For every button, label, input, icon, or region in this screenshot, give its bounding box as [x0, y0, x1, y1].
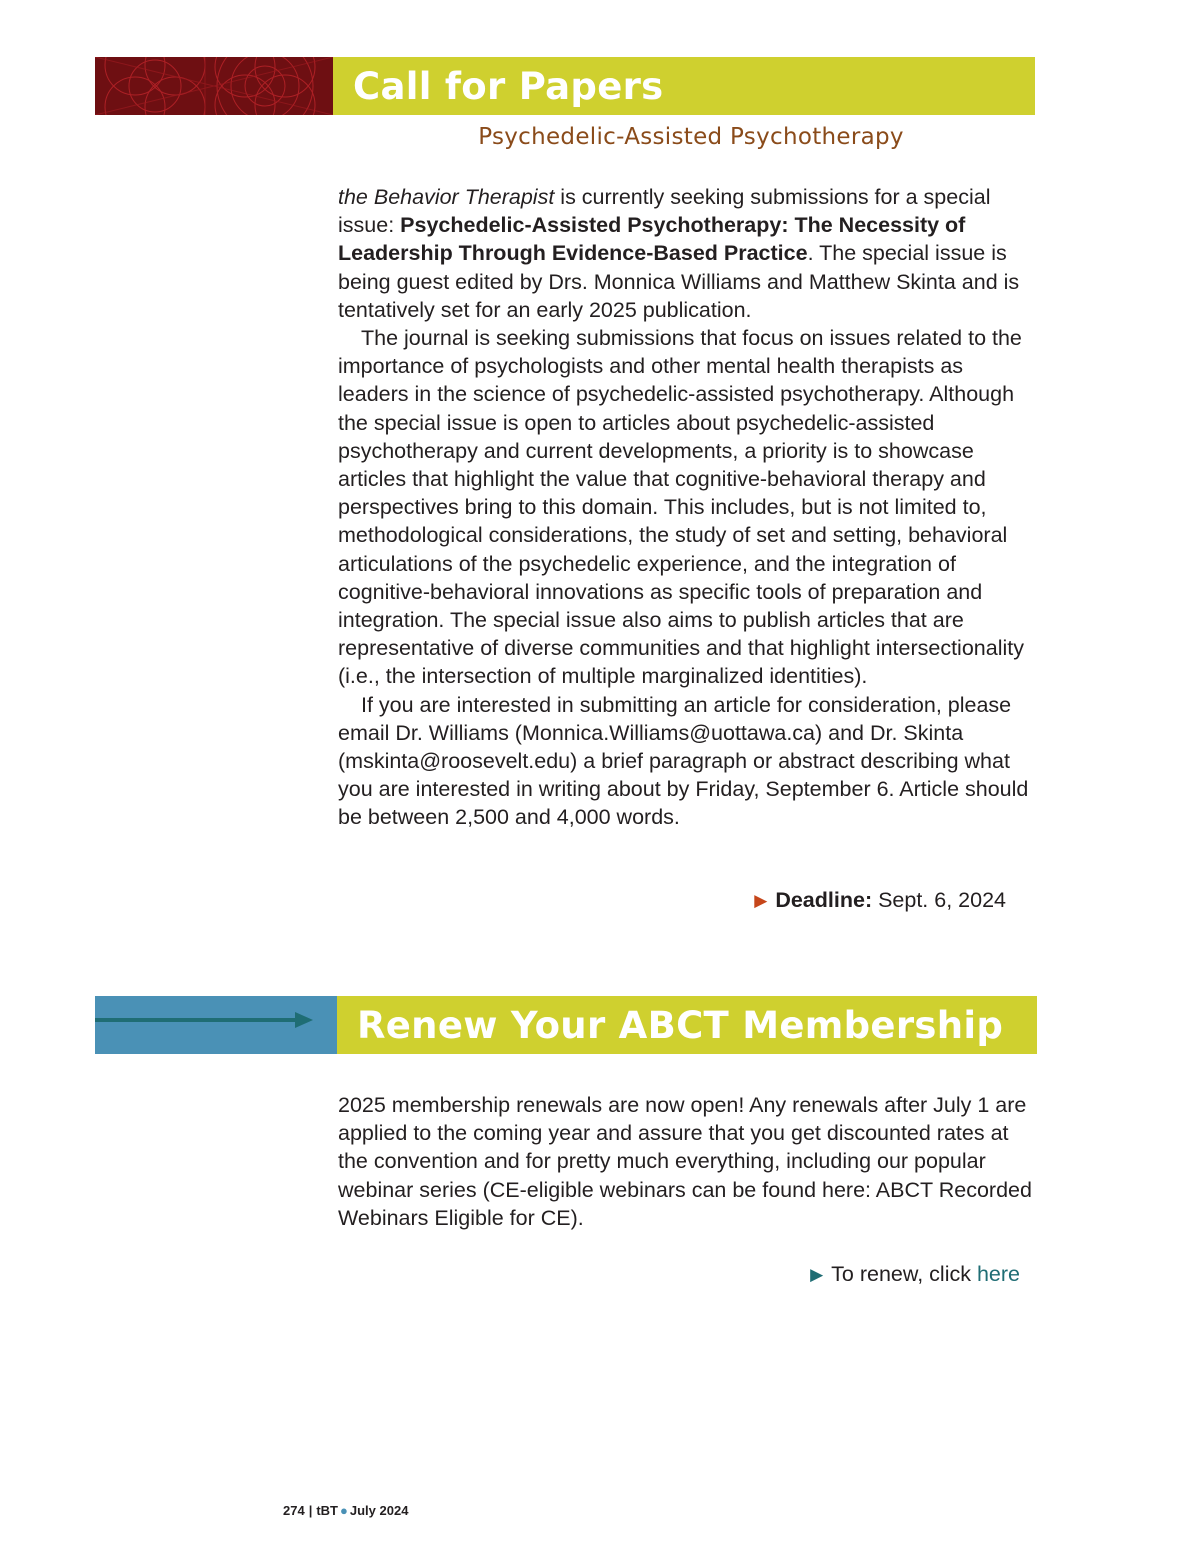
deadline-value: Sept. 6, 2024: [872, 888, 1006, 912]
footer-separator: |: [308, 1503, 313, 1518]
banner-title: Call for Papers: [353, 64, 664, 108]
banner-title-bar: [337, 996, 1037, 1054]
footer-journal: tBT: [316, 1503, 339, 1518]
banner-title-bar: [333, 57, 1035, 115]
intro-rest: . The special issue is being guest edited by Drs. Monnica Williams and Matthew Skinta and is tentatively set for an early 2025 publication.: [338, 241, 1020, 322]
renew-membership-banner: [95, 996, 1037, 1054]
renew-paragraph: 2025 membership renewals are now open! Any renewals after July 1 are applied to the coming year and assure that you get discounted rates at the convention and for pretty much everything, including our popular webinar series (CE-eligible webinars can be found here: ABCT Recorded Webinars Eligible for CE).: [338, 1093, 1032, 1230]
renew-cta-text: To renew, click: [831, 1262, 977, 1286]
banner-arrow-panel: [95, 996, 337, 1054]
red-geometric-pattern-icon: [95, 57, 333, 115]
page-footer: [283, 1503, 408, 1518]
triangle-arrow-icon: ▶: [810, 1265, 824, 1284]
intro-lead: is currently seeking submissions for a special issue:: [338, 185, 991, 238]
decorative-pattern: [95, 57, 333, 115]
call-for-papers-body: [338, 183, 1038, 832]
long-arrow-icon: [95, 996, 337, 1054]
paragraph-submission: If you are interested in submitting an article for consideration, please email Dr. Williams (Monnica.Williams@uottawa.ca) and Dr. Skinta (mskinta@roosevelt.edu) a brief paragraph or abstract describing what you are interested in writing about by Friday, September 6. Article should be between 2,500 and 4,000 words.: [338, 692, 1029, 830]
page-number: 274: [283, 1503, 305, 1518]
banner-title: Renew Your ABCT Membership: [357, 1003, 1004, 1047]
paragraph-intro: [338, 183, 1038, 324]
footer-issue: July 2024: [349, 1503, 409, 1518]
deadline-callout: [754, 886, 1006, 915]
call-for-papers-banner: [95, 57, 1035, 115]
issue-title: Psychedelic-Assisted Psychotherapy: The Necessity of Leadership Through Evidence-Based Practice: [338, 213, 966, 266]
paragraph-scope: The journal is seeking submissions that focus on issues related to the importance of psychologists and other mental health therapists as leaders in the science of psychedelic-assisted psychotherapy. Although the special issue is open to articles about psychedelic-assisted psychotherapy and current developments, a priority is to showcase articles that highlight the value that cognitive-behavioral therapy and perspectives bring to this domain. This includes, but is not limited to, methodological considerations, the study of set and setting, behavioral articulations of the psychedelic experience, and the integration of cognitive-behavioral innovations as specific tools of preparation and integration. The special issue also aims to publish articles that are representative of diverse communities and that highlight intersectionality (i.e., the intersection of multiple marginalized identities).: [338, 326, 1024, 689]
renew-body: [338, 1091, 1038, 1232]
triangle-arrow-icon: ▶: [754, 891, 768, 910]
deadline-label: Deadline:: [775, 888, 873, 912]
bullet-dot-icon: ●: [340, 1503, 348, 1518]
section-subtitle: Psychedelic-Assisted Psychotherapy: [478, 124, 904, 150]
journal-name: the Behavior Therapist: [338, 185, 555, 209]
renew-here-link[interactable]: here: [976, 1262, 1020, 1286]
renew-callout: [810, 1260, 1020, 1289]
